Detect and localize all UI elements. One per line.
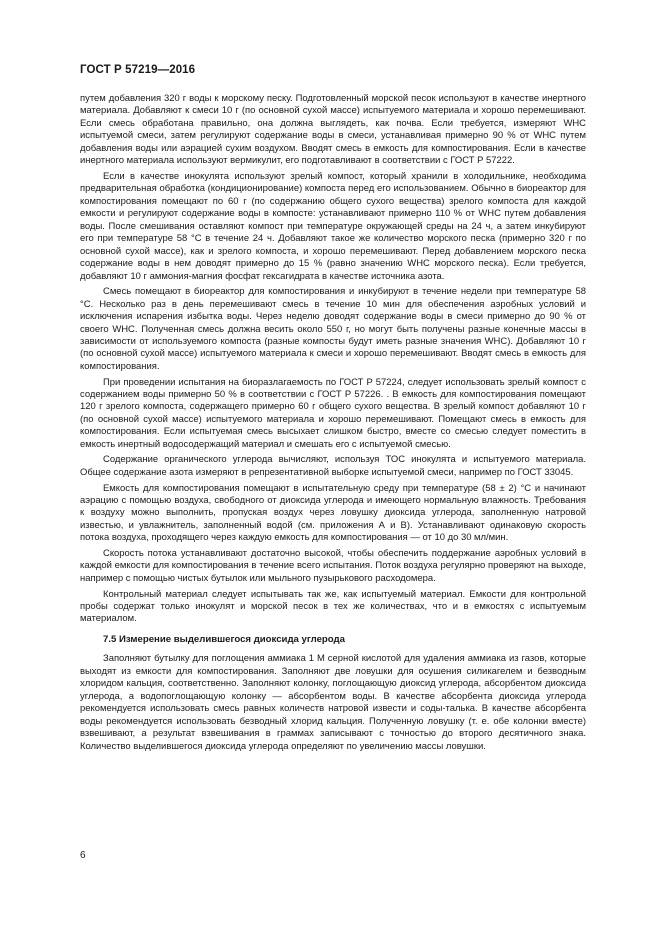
paragraph-sand-preparation: путем добавления 320 г воды к морскому песку. Подготовленный морской песок используют в качестве инертного материала. Добавляют к смеси 10 г (по основной сухой массе) испытуемого материала и хорошо перемешивают. Если смесь обработана правильно, она должна выглядеть, как почва. Если требуется, измеряют WHC испытуемой смеси, затем регулируют содержание воды в смеси, устанавливая примерно 90 % от WHC путем добавления воды или аэрацией сухим воздухом. Вводят смесь в емкость для компостирования. Если в качестве инертного материала используют вермикулит, его подготавливают в соответствии с ГОСТ Р 57222. xyxy=(80,93,586,167)
paragraph-bioreactor-incubation: Смесь помещают в биореактор для компостирования и инкубируют в течение недели при температуре 58 °С. Несколько раз в день перемешивают смесь в течение 10 мин для обеспечения аэробных условий и исключения испарения избытка воды. Через неделю доводят содержание воды в смеси примерно до 90 % от своего WHC. Полученная смесь должна весить около 550 г, но могут быть получены разные конечные массы в зависимости от используемого компоста (разные компосты будут иметь разные значения WHC). Добавляют 10 г (по основной сухой массе) испытуемого материала к смеси и хорошо перемешивают. Вводят смесь в емкость для компостирования. xyxy=(80,286,586,372)
page-number: 6 xyxy=(80,850,86,861)
paragraph-organic-carbon: Содержание органического углерода вычисляют, используя ТОС инокулята и испытуемого материала. Общее содержание азота измеряют в репрезентативной выборке испытуемой смеси, например по ГОСТ 33045. xyxy=(80,454,586,478)
page-header-standard-title: ГОСТ Р 57219—2016 xyxy=(80,64,196,76)
paragraph-mature-compost: Если в качестве инокулята используют зрелый компост, который хранили в холодильнике, необходима предварительная обработка (кондиционирование) компоста перед его использованием. Обычно в биореактор для компостирования помещают по 60 г (по содержанию общего сухого вещества) зрелого компоста для каждой емкости и регулируют содержание воды в компосте: устанавливают примерно 110 % от WHC путем добавления воды. После смешивания оставляют компост при температуре окружающей среды на 24 ч, а затем инкубируют его при температуре 58 °С в течение 24 ч. Добавляют такое же количество морского песка (примерно 320 г по основной сухой массе), как и зрелого компоста, и хорошо перемешивают. Перед добавлением морского песка содержание воды в нем доводят примерно до 15 % (равно значению WHC морского песка). Если требуется, добавляют 10 г аммония-магния фосфат гексагидрата в качестве источника азота. xyxy=(80,170,586,282)
document-body xyxy=(80,93,586,756)
paragraph-biodegradability-test: При проведении испытания на биоразлагаемость по ГОСТ Р 57224, следует использовать зрелый компост с содержанием воды примерно 50 % в соответствии с ГОСТ Р 57226. . В емкость для компостирования помещают 120 г зрелого компоста, содержащего примерно 60 г общего сухого вещества. В зрелый компост добавляют 10 г (по основной сухой массе) испытуемого материала и хорошо перемешивают. Помещают смесь в емкость для компостирования. Если испытуемая смесь высыхает слишком быстро, вместе со смесью следует поместить в емкость инертный водосодержащий материал и смешать его с испытуемой смесью. xyxy=(80,376,586,450)
section-heading-co2-measurement: 7.5 Измерение выделившегося диоксида углерода xyxy=(103,633,345,645)
paragraph-co2-trap: Заполняют бутылку для поглощения аммиака 1 М серной кислотой для удаления аммиака из газов, которые выходят из емкости для компостирования. Заполняют две ловушки для осушения силикагелем и безводным хлоридом кальция, соответственно. Заполняют колонку, поглощающую диоксид углерода, абсорбентом диоксида углерода, а водопоглощающую колонку — абсорбентом воды. В качестве абсорбента диоксида углерода рекомендуется использовать смесь равных количеств натровой извести и соды-талька. В качестве абсорбента воды рекомендуется использовать безводный хлорид кальция. Полученную ловушку (т. е. обе колонки вместе) взвешивают, а результат взвешивания в граммах записывают с точностью до второго десятичного знака. Количество выделившегося диоксида углерода определяют по увеличению массы ловушки. xyxy=(80,653,586,752)
paragraph-control-material: Контрольный материал следует испытывать так же, как испытуемый материал. Емкости для контрольной пробы содержат только инокулят и морской песок в тех же количествах, что и в емкостях с испытуемым материалом. xyxy=(80,588,586,625)
paragraph-flow-rate: Скорость потока устанавливают достаточно высокой, чтобы обеспечить поддержание аэробных условий в каждой емкости для компостирования в течение всего испытания. Поток воздуха регулярно проверяют на выходе, например с помощью чистых бутылок или мыльного пузырькового расходомера. xyxy=(80,547,586,584)
paragraph-aeration: Емкость для компостирования помещают в испытательную среду при температуре (58 ± 2) °С и начинают аэрацию с помощью воздуха, свободного от диоксида углерода и имеющего нормальную влажность. Требования к воздуху можно выполнить, пропуская воздух через ловушку диоксида углерода, заполненную натровой известью, и увлажнитель, заполненный водой (см. приложения А и В). Устанавливают одинаковую скорость потока воздуха, проходящего через каждую емкость для компостирования — от 10 до 30 мл/мин. xyxy=(80,482,586,544)
